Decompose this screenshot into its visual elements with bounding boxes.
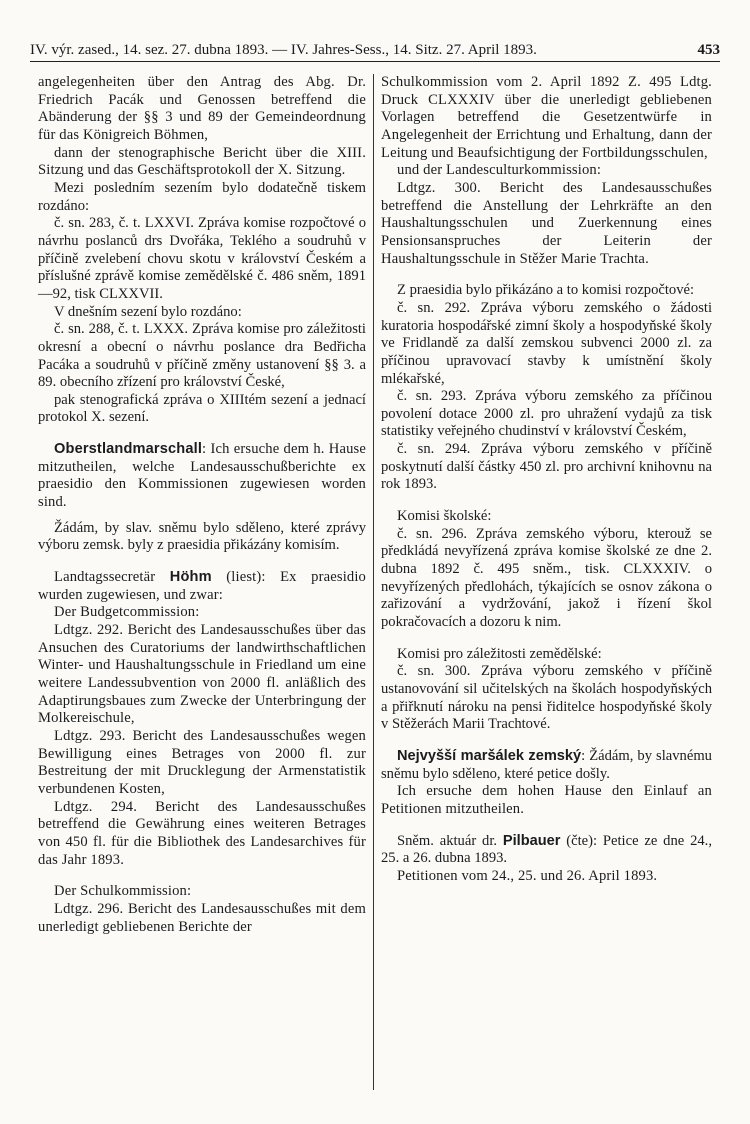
paragraph: Ldtgz. 293. Bericht des Landesausschußes wegen Bewilligung eines Betrages von 2000 fl. zur Bestreitung der mit Drucklegung der Armenstatistik verbundenen Kosten, xyxy=(38,727,366,797)
speaker-title: Landtagssecretär xyxy=(54,569,170,586)
spacer xyxy=(381,819,712,833)
paragraph: Mezi posledním sezením bylo dodatečně tiskem rozdáno: xyxy=(38,179,366,214)
spacer xyxy=(381,268,712,282)
paragraph: und der Landesculturkommission: xyxy=(397,162,602,179)
spacer xyxy=(381,494,712,508)
paragraph: Komisi pro záležitosti zemědělské: xyxy=(397,645,602,662)
column-divider xyxy=(373,74,374,1090)
left-column xyxy=(38,74,366,1118)
paragraph: Ldtgz. 296. Bericht des Landesausschußes mit dem unerledigt gebliebenen Berichte der xyxy=(38,900,366,935)
speaker-name: Oberstlandmarschall xyxy=(54,441,203,458)
speech-text: (čte): Petice ze dne 24., 25. a 26. dubna 1893. xyxy=(381,832,712,867)
speech-paragraph xyxy=(38,441,366,512)
paragraph: č. sn. 296. Zpráva zemského výboru, kterouž se předkládá nevyřízená zpráva komise školské ze dne 2. dubna 1892 č. 495 sněm., tisk. CLXXXIV. o nevyřízených předlohách, týkajících se osnov zákona o zařizování a vydržování, jakož i řízení škol pokračovacích a dozoru k nim. xyxy=(381,525,712,631)
paragraph: Ldtgz. 300. Bericht des Landesausschußes betreffend die Anstellung der Lehrkräfte an den Haushaltungsschulen und Zuerkennung eines Pensionsanspruches der Leiterin der Haushaltungsschule in Stěžer Marie Trachta. xyxy=(381,179,712,267)
page-number: 453 xyxy=(697,42,720,58)
spacer xyxy=(38,555,366,569)
paragraph: Z praesidia bylo přikázáno a to komisi rozpočtové: xyxy=(397,282,695,299)
paragraph: angelegenheiten über den Antrag des Abg. Dr. Friedrich Pacák und Genossen betreffend die Abänderung der §§ 3 und 89 der Gemeindeordnung für das Königreich Böhmen, xyxy=(38,74,366,143)
speech-text: (liest): Ex praesidio wurden zugewiesen, und zwar: xyxy=(38,569,366,603)
paragraph: Ldtgz. 294. Bericht des Landesausschußes betreffend die Gewährung eines weiteren Betrages von 450 fl. für die Bibliothek des Landesarchives für das Jahr 1893. xyxy=(38,798,366,868)
speech-text: : Ich ersuche dem h. Hause mitzutheilen, welche Landesausschußberichte ex praesidio den Kommissionen zugewiesen worden sind. xyxy=(38,441,366,511)
spacer xyxy=(381,632,712,646)
paragraph: Ich ersuche dem hohen Hause den Einlauf an Petitionen mitzutheilen. xyxy=(381,783,712,817)
paragraph: Žádám, by slav. sněmu bylo sděleno, které zprávy výboru zemsk. byly z praesidia přikázány komisím. xyxy=(38,519,366,554)
paragraph: č. sn. 294. Zpráva výboru zemského v příčině poskytnutí další částky 450 zl. pro archivní knihovnu na rok 1893. xyxy=(381,441,712,493)
spacer xyxy=(381,734,712,748)
paragraph: Schulkommission vom 2. April 1892 Z. 495 Ldtg. Druck CLXXXIV über die unerledigt gebliebenen Vorlagen betreffend die Gesetzentwürfe in Angelegenheit der Errichtung und Erhaltung, dann der Leitung und Beaufsichtigung der Fortbildungsschulen, xyxy=(381,74,712,161)
right-column xyxy=(381,74,712,1118)
spacer xyxy=(38,427,366,441)
speech-paragraph xyxy=(381,833,712,868)
paragraph: č. sn. 293. Zpráva výboru zemského za příčinou povolení dotace 2000 zl. pro uhražení vydajů za tisk statistiky veřejného chudinství v království Českém, xyxy=(381,388,712,440)
paragraph: Der Schulkommission: xyxy=(54,883,192,900)
paragraph: Der Budgetcommission: xyxy=(54,604,200,621)
header-session-line: IV. výr. zased., 14. sez. 27. dubna 1893. — IV. Jahres-Sess., 14. Sitz. 27. April 1893. xyxy=(30,42,537,58)
paragraph: V dnešním sezení bylo rozdáno: xyxy=(54,303,242,320)
paragraph: č. sn. 288, č. t. LXXX. Zpráva komise pro záležitosti okresní a obecní o návrhu poslance dra Bedřicha Pacáka a soudruhů v příčině změny ustanovení §§ 3. a 89. obecního zřízení pro království České, xyxy=(38,321,366,391)
paragraph: č. sn. 300. Zpráva výboru zemského v příčině ustanovování sil učitelských na školách hospodyňských a přiřknutí nároku na pensi řiditelce hospodyňské školy v Stěžerách Marii Trachtové. xyxy=(381,663,712,733)
spacer xyxy=(38,869,366,883)
paragraph: dann der stenographische Bericht über die XIII. Sitzung und das Geschäftsprotokoll der X. Sitzung. xyxy=(38,144,366,179)
paragraph: č. sn. 283, č. t. LXXVI. Zpráva komise rozpočtové o návrhu poslanců drs Dvořáka, Teklého a soudruhů v příčině zvelebení chovu skotu v království Českém a příslušné zprávě komise zemědělské č. 486 sněm, 1891—92, tisk CLXXVII. xyxy=(38,215,366,302)
spacer xyxy=(38,512,366,520)
speaker-name: Nejvyšší maršálek zemský xyxy=(397,747,582,764)
speech-paragraph xyxy=(381,748,712,783)
paragraph: Ldtgz. 292. Bericht des Landesausschußes über das Ansuchen des Curatoriums der landwirthschaftlichen Winter- und Haushaltungsschule in Friedland um eine weitere Landessubvention von 2000 fl. anläßlich des Adaptirungsbaues zum Zwecke der Unterbringung der Molkereischule, xyxy=(38,622,366,727)
speech-text: : Žádám, by slavnému sněmu bylo sděleno, které petice došly. xyxy=(381,747,712,782)
speaker-name: Pilbauer xyxy=(502,832,561,849)
paragraph: č. sn. 292. Zpráva výboru zemského o žádosti kuratoria hospodářské zimní školy a hospodyňské školy ve Fridlandě za další zemskou subvenci 2000 zl. za příčinou upravovací stavby k umístnění školy mlékařské, xyxy=(381,299,712,387)
paragraph: pak stenografická zpráva o XIIItém sezení a jednací protokol X. sezení. xyxy=(38,391,366,426)
paragraph: Komisi školské: xyxy=(397,508,492,525)
paragraph: Petitionen vom 24., 25. und 26. April 1893. xyxy=(397,867,658,884)
speaker-name: Höhm xyxy=(169,569,212,586)
speech-paragraph xyxy=(38,569,366,604)
page-header xyxy=(30,30,720,62)
speaker-title: Sněm. aktuár dr. xyxy=(397,832,503,849)
